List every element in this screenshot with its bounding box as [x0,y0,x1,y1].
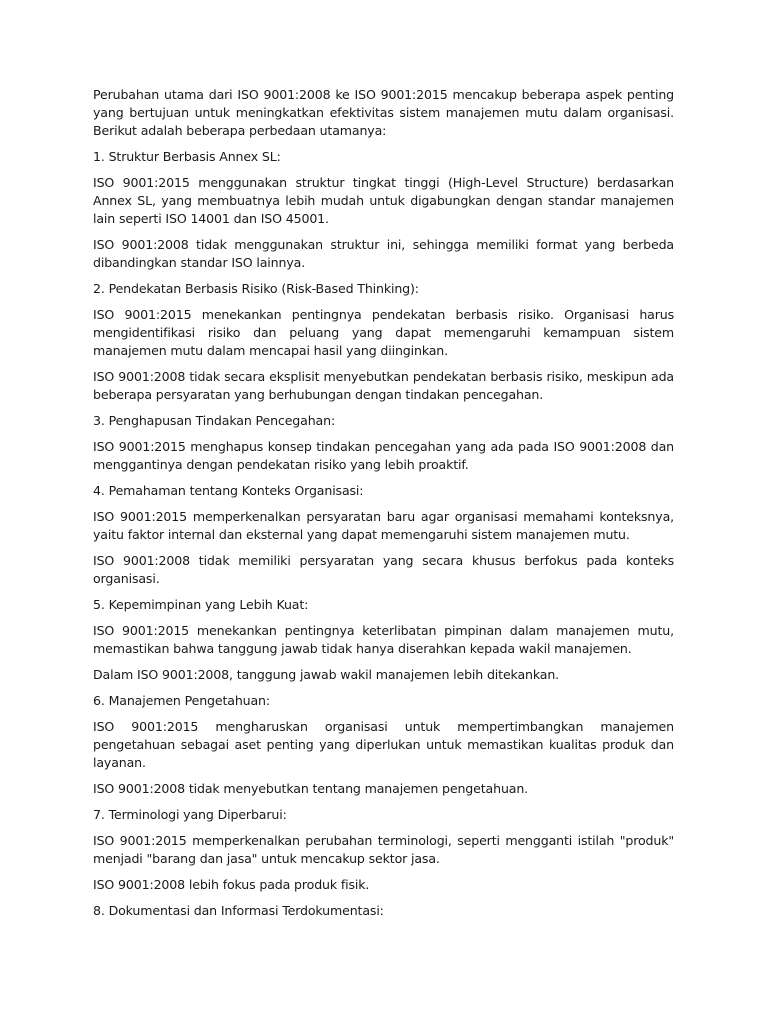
section-paragraph: Dalam ISO 9001:2008, tanggung jawab wakil manajemen lebih ditekankan. [93,667,560,682]
section-paragraph: ISO 9001:2008 tidak menggunakan struktur ini, sehingga memiliki format yang berbeda dibandingkan standar ISO lainnya. [93,237,674,270]
section-paragraph: ISO 9001:2015 menggunakan struktur tingkat tinggi (High-Level Structure) berdasarkan Annex SL, yang membuatnya lebih mudah untuk digabungkan dengan standar manajemen lain seperti ISO 14001 dan ISO 45001. [93,175,674,226]
intro-paragraph: Perubahan utama dari ISO 9001:2008 ke ISO 9001:2015 mencakup beberapa aspek penting yang bertujuan untuk meningkatkan efektivitas sistem manajemen mutu dalam organisasi. Berikut adalah beberapa perbedaan utamanya: [93,87,674,138]
section-paragraph: ISO 9001:2008 lebih fokus pada produk fisik. [93,877,370,892]
section-heading-2: 2. Pendekatan Berbasis Risiko (Risk-Based Thinking): [93,281,419,296]
section-paragraph: ISO 9001:2015 menekankan pentingnya pendekatan berbasis risiko. Organisasi harus mengidentifikasi risiko dan peluang yang dapat memengaruhi kemampuan sistem manajemen mutu dalam mencapai hasil yang diinginkan. [93,307,674,358]
document-page [93,86,674,928]
section-heading-3: 3. Penghapusan Tindakan Pencegahan: [93,413,336,428]
section-paragraph: ISO 9001:2015 memperkenalkan persyaratan baru agar organisasi memahami konteksnya, yaitu faktor internal dan eksternal yang dapat memengaruhi sistem manajemen mutu. [93,509,674,542]
section-heading-8: 8. Dokumentasi dan Informasi Terdokumentasi: [93,903,384,918]
section-paragraph: ISO 9001:2008 tidak secara eksplisit menyebutkan pendekatan berbasis risiko, meskipun ada beberapa persyaratan yang berhubungan dengan tindakan pencegahan. [93,369,674,402]
section-paragraph: ISO 9001:2015 memperkenalkan perubahan terminologi, seperti mengganti istilah "produk" menjadi "barang dan jasa" untuk mencakup sektor jasa. [93,833,674,866]
section-paragraph: ISO 9001:2015 menekankan pentingnya keterlibatan pimpinan dalam manajemen mutu, memastikan bahwa tanggung jawab tidak hanya diserahkan kepada wakil manajemen. [93,623,674,656]
section-heading-6: 6. Manajemen Pengetahuan: [93,693,270,708]
section-heading-4: 4. Pemahaman tentang Konteks Organisasi: [93,483,364,498]
section-heading-7: 7. Terminologi yang Diperbarui: [93,807,287,822]
section-paragraph: ISO 9001:2008 tidak menyebutkan tentang manajemen pengetahuan. [93,781,529,796]
section-paragraph: ISO 9001:2015 mengharuskan organisasi untuk mempertimbangkan manajemen pengetahuan sebagai aset penting yang diperlukan untuk memastikan kualitas produk dan layanan. [93,719,674,770]
section-heading-5: 5. Kepemimpinan yang Lebih Kuat: [93,597,309,612]
section-paragraph: ISO 9001:2015 menghapus konsep tindakan pencegahan yang ada pada ISO 9001:2008 dan menggantinya dengan pendekatan risiko yang lebih proaktif. [93,439,674,472]
section-paragraph: ISO 9001:2008 tidak memiliki persyaratan yang secara khusus berfokus pada konteks organisasi. [93,553,674,586]
section-heading-1: 1. Struktur Berbasis Annex SL: [93,149,281,164]
